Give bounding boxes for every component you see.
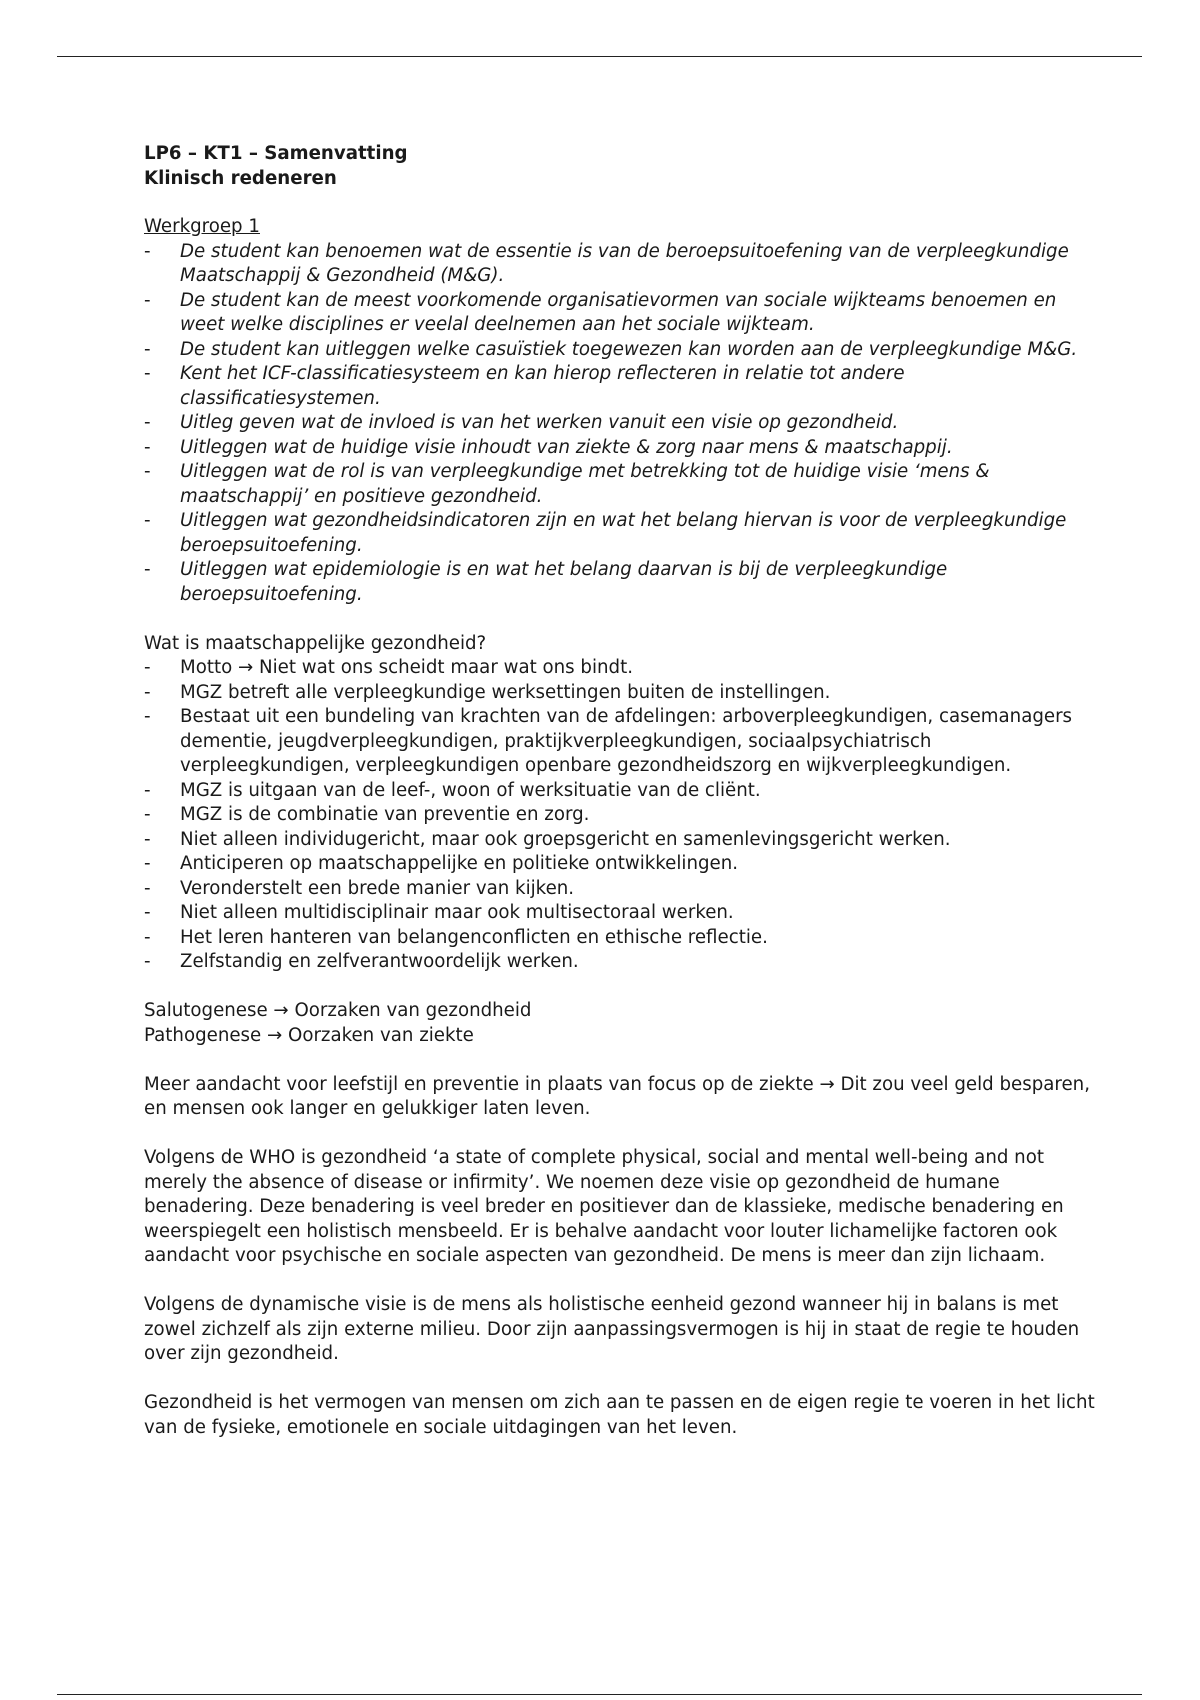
pathogenese-line: Pathogenese → Oorzaken van ziekte [144, 1024, 474, 1046]
list-item [144, 240, 1104, 289]
list-item [144, 411, 1104, 436]
list-item-text: De student kan uitleggen welke casuïstiek toegewezen kan worden aan de verpleegkundige M&G. [180, 338, 1078, 360]
list-item-text: Zelfstandig en zelfverantwoordelijk werken. [180, 951, 579, 972]
dash-bullet: - [144, 338, 151, 360]
paragraph-leefstijl: Meer aandacht voor leefstijl en preventie in plaats van focus op de ziekte → Dit zou veel geld besparen, en mensen ook langer en gelukkiger laten leven. [144, 1073, 1090, 1119]
salutogenese-line: Salutogenese → Oorzaken van gezondheid [144, 1000, 532, 1021]
paragraph-dynamische-visie: Volgens de dynamische visie is de mens als holistische eenheid gezond wanneer hij in balans is met zowel zichzelf als zijn externe milieu. Door zijn aanpassingsvermogen is hij in staat de regie te houden over zijn gezondheid. [144, 1294, 1080, 1364]
dash-bullet: - [144, 779, 151, 801]
list-item-text: Veronderstelt een brede manier van kijken. [180, 877, 575, 899]
dash-bullet: - [144, 436, 151, 458]
dash-bullet: - [144, 706, 151, 727]
dash-bullet: - [144, 804, 151, 825]
dash-bullet: - [144, 510, 151, 531]
list-item [144, 338, 1104, 363]
dash-bullet: - [144, 853, 151, 874]
header-rule [57, 56, 1142, 57]
list-item [144, 705, 1104, 779]
list-item [144, 656, 1104, 681]
list-item [144, 681, 1104, 706]
list-item [144, 436, 1104, 461]
dash-bullet: - [144, 828, 151, 850]
list-item [144, 828, 1104, 853]
list-item-text: Motto → Niet wat ons scheidt maar wat ons bindt. [180, 657, 634, 678]
section-heading-mgz: Wat is maatschappelijke gezondheid? [144, 632, 487, 654]
list-item [144, 852, 1104, 877]
list-item-text: De student kan benoemen wat de essentie is van de beroepsuitoefening van de verpleegkundige Maatschappij & Gezondheid (M&G). [180, 240, 1069, 286]
learning-goals-list [144, 240, 1104, 608]
dash-bullet: - [144, 289, 151, 311]
list-item-text: Anticiperen op maatschappelijke en politieke ontwikkelingen. [180, 853, 739, 874]
dash-bullet: - [144, 951, 151, 972]
document-subtitle: Klinisch redeneren [144, 167, 337, 189]
dash-bullet: - [144, 412, 151, 433]
list-item-text: Uitleggen wat de rol is van verpleegkundige met betrekking tot de huidige visie ‘mens & maatschappij’ en positieve gezondheid. [180, 461, 990, 507]
dash-bullet: - [144, 877, 151, 899]
document-body [144, 142, 1104, 1440]
dash-bullet: - [144, 240, 151, 262]
dash-bullet: - [144, 461, 151, 482]
list-item [144, 460, 1104, 509]
list-item-text: MGZ is uitgaan van de leef-, woon of werksituatie van de cliënt. [180, 779, 761, 801]
list-item [144, 779, 1104, 804]
mgz-characteristics-list [144, 656, 1104, 975]
footer-rule [57, 1694, 1142, 1695]
paragraph-gezondheid-definitie: Gezondheid is het vermogen van mensen om zich aan te passen en de eigen regie te voeren in het licht van de fysieke, emotionele en sociale uitdagingen van het leven. [144, 1392, 1095, 1438]
section-heading-werkgroep: Werkgroep 1 [144, 216, 260, 237]
list-item [144, 289, 1104, 338]
list-item [144, 803, 1104, 828]
dash-bullet: - [144, 926, 151, 948]
list-item [144, 950, 1104, 975]
list-item [144, 926, 1104, 951]
list-item [144, 558, 1104, 607]
list-item [144, 901, 1104, 926]
dash-bullet: - [144, 657, 151, 678]
list-item-text: Uitleggen wat de huidige visie inhoudt van ziekte & zorg naar mens & maatschappij. [180, 436, 953, 458]
list-item-text: Niet alleen multidisciplinair maar ook multisectoraal werken. [180, 902, 734, 923]
list-item-text: MGZ betreft alle verpleegkundige werksettingen buiten de instellingen. [180, 681, 831, 703]
list-item [144, 877, 1104, 902]
dash-bullet: - [144, 902, 151, 923]
list-item-text: Niet alleen individugericht, maar ook groepsgericht en samenlevingsgericht werken. [180, 828, 951, 850]
dash-bullet: - [144, 559, 151, 580]
list-item-text: Uitleggen wat epidemiologie is en wat het belang daarvan is bij de verpleegkundige beroepsuitoefening. [180, 559, 948, 605]
dash-bullet: - [144, 363, 151, 384]
list-item-text: Kent het ICF-classificatiesysteem en kan hierop reflecteren in relatie tot andere classificatiesystemen. [180, 363, 905, 409]
list-item-text: Uitleggen wat gezondheidsindicatoren zijn en wat het belang hiervan is voor de verpleegkundige beroepsuitoefening. [180, 510, 1067, 556]
document-title: LP6 – KT1 – Samenvatting [144, 143, 408, 164]
list-item-text: Bestaat uit een bundeling van krachten van de afdelingen: arboverpleegkundigen, casemanagers dementie, jeugdverpleegkundigen, praktijkverpleegkundigen, sociaalpsychiatrisch verpleegkundigen, verpleegkundigen openbare gezondheidszorg en wijkverpleegkundigen. [180, 706, 1073, 776]
paragraph-who: Volgens de WHO is gezondheid ‘a state of complete physical, social and mental well-being and not merely the absence of disease or infirmity’. We noemen deze visie op gezondheid de humane benadering. Deze benadering is veel breder en positiever dan de klassieke, medische benadering en weerspiegelt een holistisch mensbeeld. Er is behalve aandacht voor louter lichamelijke factoren ook aandacht voor psychische en sociale aspecten van gezondheid. De mens is meer dan zijn lichaam. [144, 1147, 1064, 1266]
list-item [144, 362, 1104, 411]
list-item [144, 509, 1104, 558]
list-item-text: Uitleg geven wat de invloed is van het werken vanuit een visie op gezondheid. [180, 412, 899, 433]
list-item-text: MGZ is de combinatie van preventie en zorg. [180, 804, 590, 825]
list-item-text: De student kan de meest voorkomende organisatievormen van sociale wijkteams benoemen en weet welke disciplines er veelal deelnemen aan het sociale wijkteam. [180, 289, 1057, 335]
list-item-text: Het leren hanteren van belangenconflicten en ethische reflectie. [180, 926, 768, 948]
dash-bullet: - [144, 681, 151, 703]
